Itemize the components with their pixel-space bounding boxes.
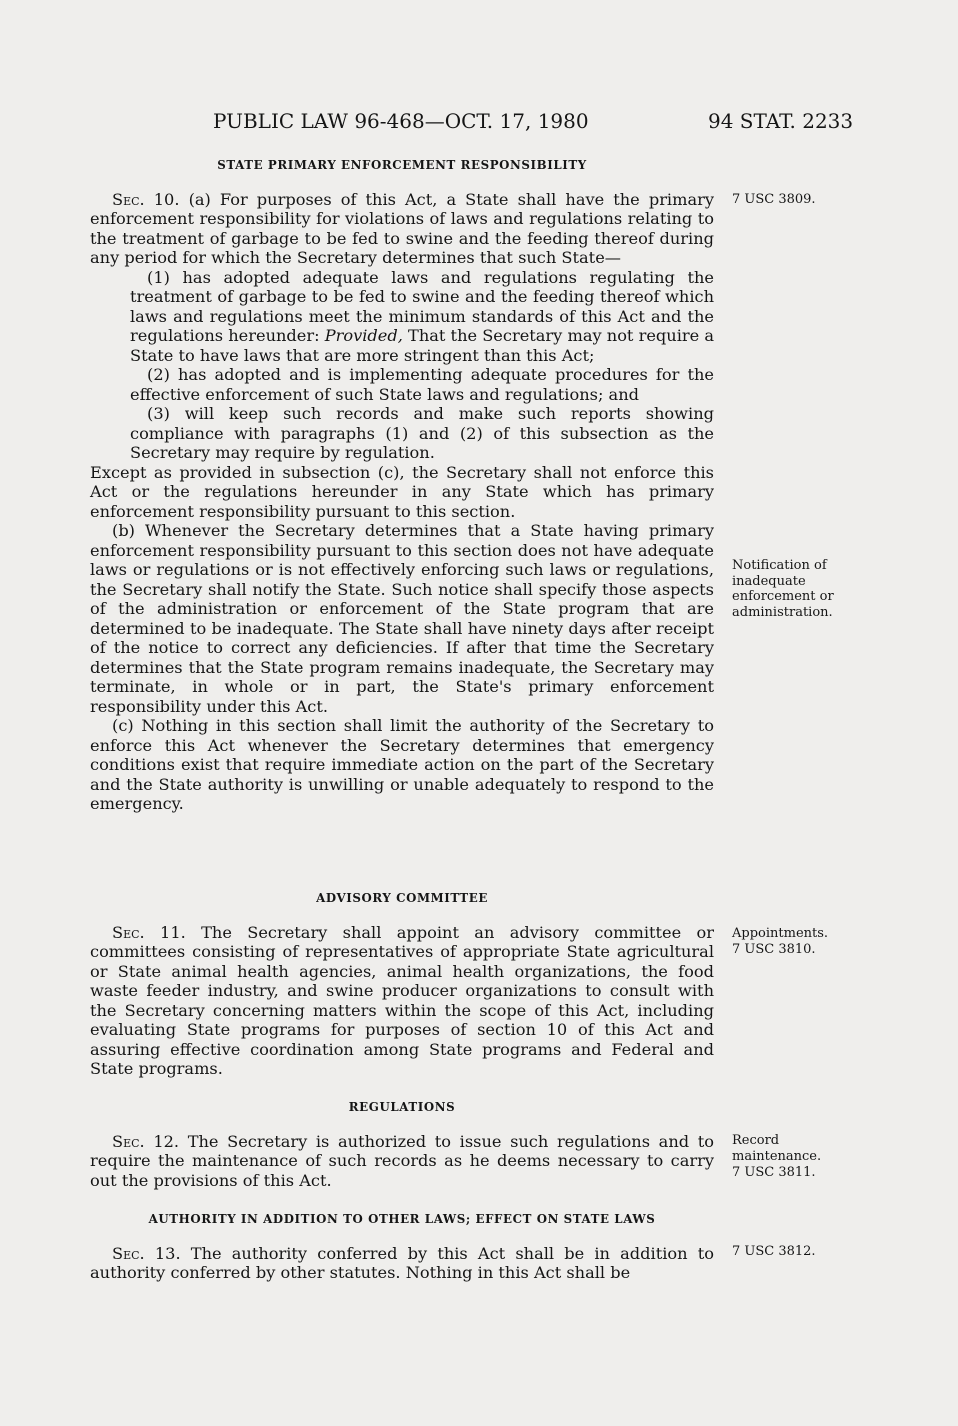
section-label: Sec. bbox=[112, 1131, 145, 1151]
section-10-a-text: 10. (a) For purposes of this Act, a State shall have the primary enforcement responsibility for violations of laws and regulations relating to the treatment of garbage to be fed to swine and the feeding thereof during any period for which the Secretary determines that such State— bbox=[90, 189, 714, 267]
section-10 bbox=[90, 156, 714, 814]
section-10-heading: STATE PRIMARY ENFORCEMENT RESPONSIBILITY bbox=[217, 158, 587, 172]
margin-note-record: Record maintenance. bbox=[732, 1133, 822, 1164]
section-11-heading: ADVISORY COMMITTEE bbox=[316, 891, 488, 905]
section-10-a bbox=[90, 190, 714, 268]
section-11-text: Sec. 11. The Secretary shall appoint an advisory committee or committees consisting of representatives of appropriate State agricultural or State animal health agencies, animal health organizations, the food waste feeder industry, and swine producer organizations to consult with the Secretary concerning matters within the scope of this Act, including evaluating State programs for purposes of section 10 of this Act and assuring effective coordination among State programs and Federal and State programs. bbox=[90, 922, 714, 1078]
margin-note-usc-3810: 7 USC 3810. bbox=[732, 942, 816, 957]
proviso-term: Provided, bbox=[324, 326, 403, 345]
margin-note-usc-3811: 7 USC 3811. bbox=[732, 1165, 816, 1180]
page-header bbox=[0, 109, 958, 139]
section-12-text: Sec. 12. The Secretary is authorized to issue such regulations and to require the maintenance of such records as he deems necessary to carry out the provisions of this Act. bbox=[90, 1131, 714, 1190]
section-12 bbox=[90, 1098, 714, 1190]
section-label: Sec. bbox=[112, 1243, 145, 1263]
section-10-item-3: (3) will keep such records and make such reports showing compliance with paragraphs (1) and (2) of this subsection as the Secretary may require by regulation. bbox=[130, 404, 714, 462]
section-13-text: Sec. 13. The authority conferred by this Act shall be in addition to authority conferred by other statutes. Nothing in this Act shall be bbox=[90, 1243, 714, 1282]
margin-note-usc-3812: 7 USC 3812. bbox=[732, 1244, 816, 1259]
margin-note-usc-3809: 7 USC 3809. bbox=[732, 192, 816, 207]
section-13-heading: AUTHORITY IN ADDITION TO OTHER LAWS; EFFECT ON STATE LAWS bbox=[148, 1212, 656, 1226]
margin-note-notification: Notification of inadequate enforcement or administration. bbox=[732, 558, 834, 620]
section-10-except: Except as provided in subsection (c), the Secretary shall not enforce this Act or the regulations hereunder in any State which has primary enforcement responsibility pursuant to this section. bbox=[90, 462, 714, 521]
section-label: Sec. bbox=[112, 922, 145, 942]
section-13 bbox=[90, 1210, 714, 1283]
law-title: PUBLIC LAW 96-468—OCT. 17, 1980 bbox=[213, 109, 589, 133]
section-12-heading: REGULATIONS bbox=[348, 1100, 456, 1114]
statute-page-number: 94 STAT. 2233 bbox=[708, 109, 854, 133]
section-11 bbox=[90, 889, 714, 1079]
section-10-b: (b) Whenever the Secretary determines that a State having primary enforcement responsibility pursuant to this section does not have adequate laws or regulations or is not effectively enforcing such laws or regulations, the Secretary shall notify the State. Such notice shall specify those aspects of the administration or enforcement of the State program that are determined to be inadequate. The State shall have ninety days after receipt of the notice to correct any deficiencies. If after that time the Secretary determines that the State program remains inadequate, the Secretary may terminate, in whole or in part, the State's primary enforcement responsibility under this Act. bbox=[90, 521, 714, 716]
section-10-item-2: (2) has adopted and is implementing adequate procedures for the effective enforcement of such State laws and regulations; and bbox=[130, 365, 714, 404]
section-10-c: (c) Nothing in this section shall limit the authority of the Secretary to enforce this Act whenever the Secretary determines that emergency conditions exist that require immediate action on the part of the Secretary and the State authority is unwilling or unable adequately to respond to the emergency. bbox=[90, 716, 714, 813]
margin-note-appointments: Appointments. bbox=[732, 926, 829, 941]
section-10-item-1: (1) has adopted adequate laws and regulations regulating the treatment of garbage to be fed to swine and the feeding thereof which laws and regulations meet the minimum standards of this Act and the regulations hereunder: Provided, That the Secretary may not require a State to have laws that are more stringent than this Act; bbox=[130, 267, 714, 365]
section-label: Sec. bbox=[112, 189, 145, 209]
